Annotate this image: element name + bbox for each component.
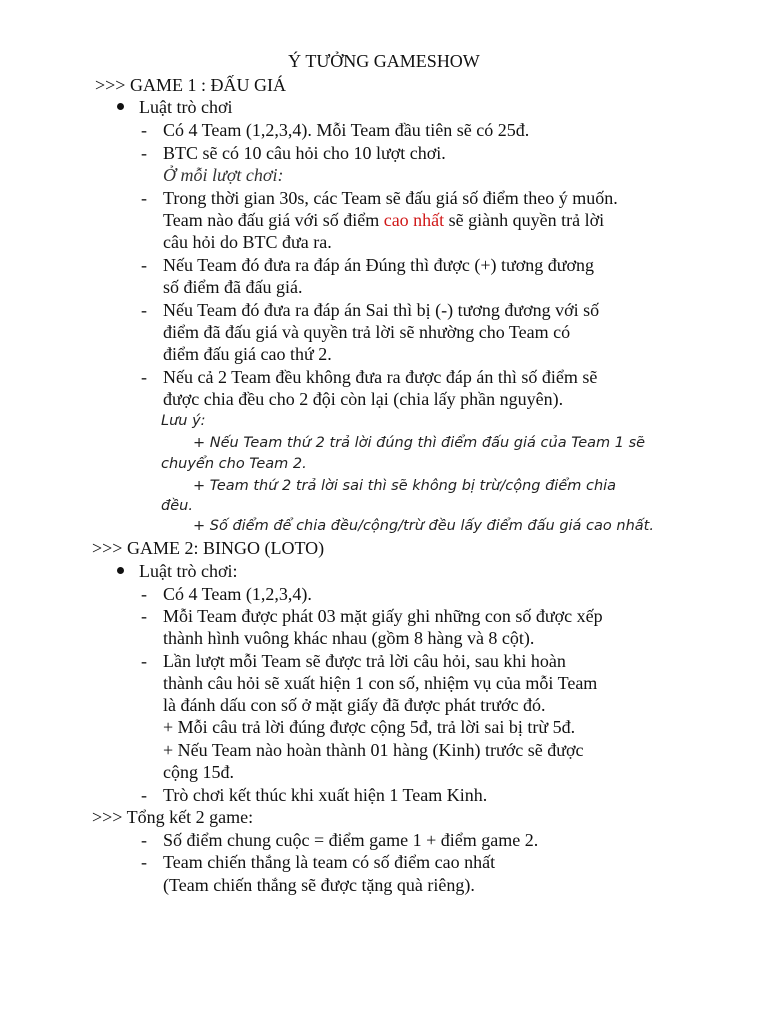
- dash-marker: -: [141, 143, 147, 163]
- note-1-line-1: + Nếu Team thứ 2 trả lời đúng thì điểm đấu giá của Team 1 sẽ: [193, 435, 646, 451]
- game2-item-2-line-1: Mỗi Team được phát 03 mặt giấy ghi những con số được xếp: [163, 606, 603, 626]
- dash-marker: -: [141, 584, 147, 604]
- bullet-icon: [117, 567, 124, 574]
- dash-marker: -: [141, 651, 147, 671]
- dash-marker: -: [141, 300, 147, 320]
- game1-item-6-line-2: được chia đều cho 2 đội còn lại (chia lấy phần nguyên).: [163, 389, 564, 409]
- game1-item-5-line-1: Nếu Team đó đưa ra đáp án Sai thì bị (-) tương đương với số: [163, 300, 600, 320]
- game1-item-3-text: sẽ giành quyền trả lời: [444, 210, 605, 230]
- dash-marker: -: [141, 367, 147, 387]
- note-2-line-1: + Team thứ 2 trả lời sai thì sẽ không bị trừ/cộng điểm chia: [193, 478, 617, 494]
- highlight-text: cao nhất: [383, 210, 445, 230]
- dash-marker: -: [141, 830, 147, 850]
- game1-item-3-text: Team nào đấu giá với số điểm: [163, 210, 384, 230]
- game1-item-4-line-2: số điểm đã đấu giá.: [163, 277, 303, 297]
- game2-item-1: Có 4 Team (1,2,3,4).: [163, 584, 312, 604]
- game1-per-turn-label: Ở mỗi lượt chơi:: [163, 165, 284, 185]
- game2-item-3-line-4: + Mỗi câu trả lời đúng được cộng 5đ, trả lời sai bị trừ 5đ.: [163, 717, 576, 737]
- summary-item-1: Số điểm chung cuộc = điểm game 1 + điểm game 2.: [163, 830, 539, 850]
- note-2-line-2: đều.: [161, 498, 193, 514]
- game2-rules-label: Luật trò chơi:: [139, 561, 238, 581]
- game1-item-2: BTC sẽ có 10 câu hỏi cho 10 lượt chơi.: [163, 143, 446, 163]
- game1-item-3-line-2: [163, 209, 604, 231]
- game2-item-4: Trò chơi kết thúc khi xuất hiện 1 Team Kinh.: [163, 785, 488, 805]
- game2-item-3-line-1: Lần lượt mỗi Team sẽ được trả lời câu hỏi, sau khi hoàn: [163, 651, 566, 671]
- document-title: Ý TƯỞNG GAMESHOW: [288, 51, 480, 71]
- game1-heading: >>> GAME 1 : ĐẤU GIÁ: [95, 75, 286, 95]
- game1-rules-label: Luật trò chơi: [139, 97, 233, 117]
- game2-item-3-line-5: + Nếu Team nào hoàn thành 01 hàng (Kinh) trước sẽ được: [163, 740, 584, 760]
- game2-item-3-line-6: cộng 15đ.: [163, 762, 234, 782]
- summary-heading: >>> Tổng kết 2 game:: [92, 807, 254, 827]
- game1-item-6-line-1: Nếu cả 2 Team đều không đưa ra được đáp án thì số điểm sẽ: [163, 367, 598, 387]
- dash-marker: -: [141, 120, 147, 140]
- game1-item-4-line-1: Nếu Team đó đưa ra đáp án Đúng thì được (+) tương đương: [163, 255, 595, 275]
- game2-item-3-line-2: thành câu hỏi sẽ xuất hiện 1 con số, nhiệm vụ của mỗi Team: [163, 673, 598, 693]
- game2-heading: >>> GAME 2: BINGO (LOTO): [92, 538, 325, 558]
- note-heading: Lưu ý:: [161, 413, 206, 429]
- game1-item-5-line-3: điểm đấu giá cao thứ 2.: [163, 344, 332, 364]
- note-3: + Số điểm để chia đều/cộng/trừ đều lấy điểm đấu giá cao nhất.: [193, 518, 654, 534]
- game1-item-3-line-3: câu hỏi do BTC đưa ra.: [163, 232, 332, 252]
- dash-marker: -: [141, 852, 147, 872]
- game1-item-3-line-1: Trong thời gian 30s, các Team sẽ đấu giá số điểm theo ý muốn.: [163, 188, 618, 208]
- game1-item-1: Có 4 Team (1,2,3,4). Mỗi Team đầu tiên sẽ có 25đ.: [163, 120, 530, 140]
- dash-marker: -: [141, 188, 147, 208]
- game2-item-2-line-2: thành hình vuông khác nhau (gồm 8 hàng và 8 cột).: [163, 628, 535, 648]
- summary-item-2-line-1: Team chiến thắng là team có số điểm cao nhất: [163, 852, 496, 872]
- game1-item-5-line-2: điểm đã đấu giá và quyền trả lời sẽ nhường cho Team có: [163, 322, 571, 342]
- dash-marker: -: [141, 255, 147, 275]
- bullet-icon: [117, 103, 124, 110]
- summary-item-2-line-2: (Team chiến thắng sẽ được tặng quà riêng).: [163, 875, 475, 895]
- dash-marker: -: [141, 606, 147, 626]
- note-1-line-2: chuyển cho Team 2.: [161, 456, 307, 472]
- game2-item-3-line-3: là đánh dấu con số ở mặt giấy đã được phát trước đó.: [163, 695, 546, 715]
- dash-marker: -: [141, 785, 147, 805]
